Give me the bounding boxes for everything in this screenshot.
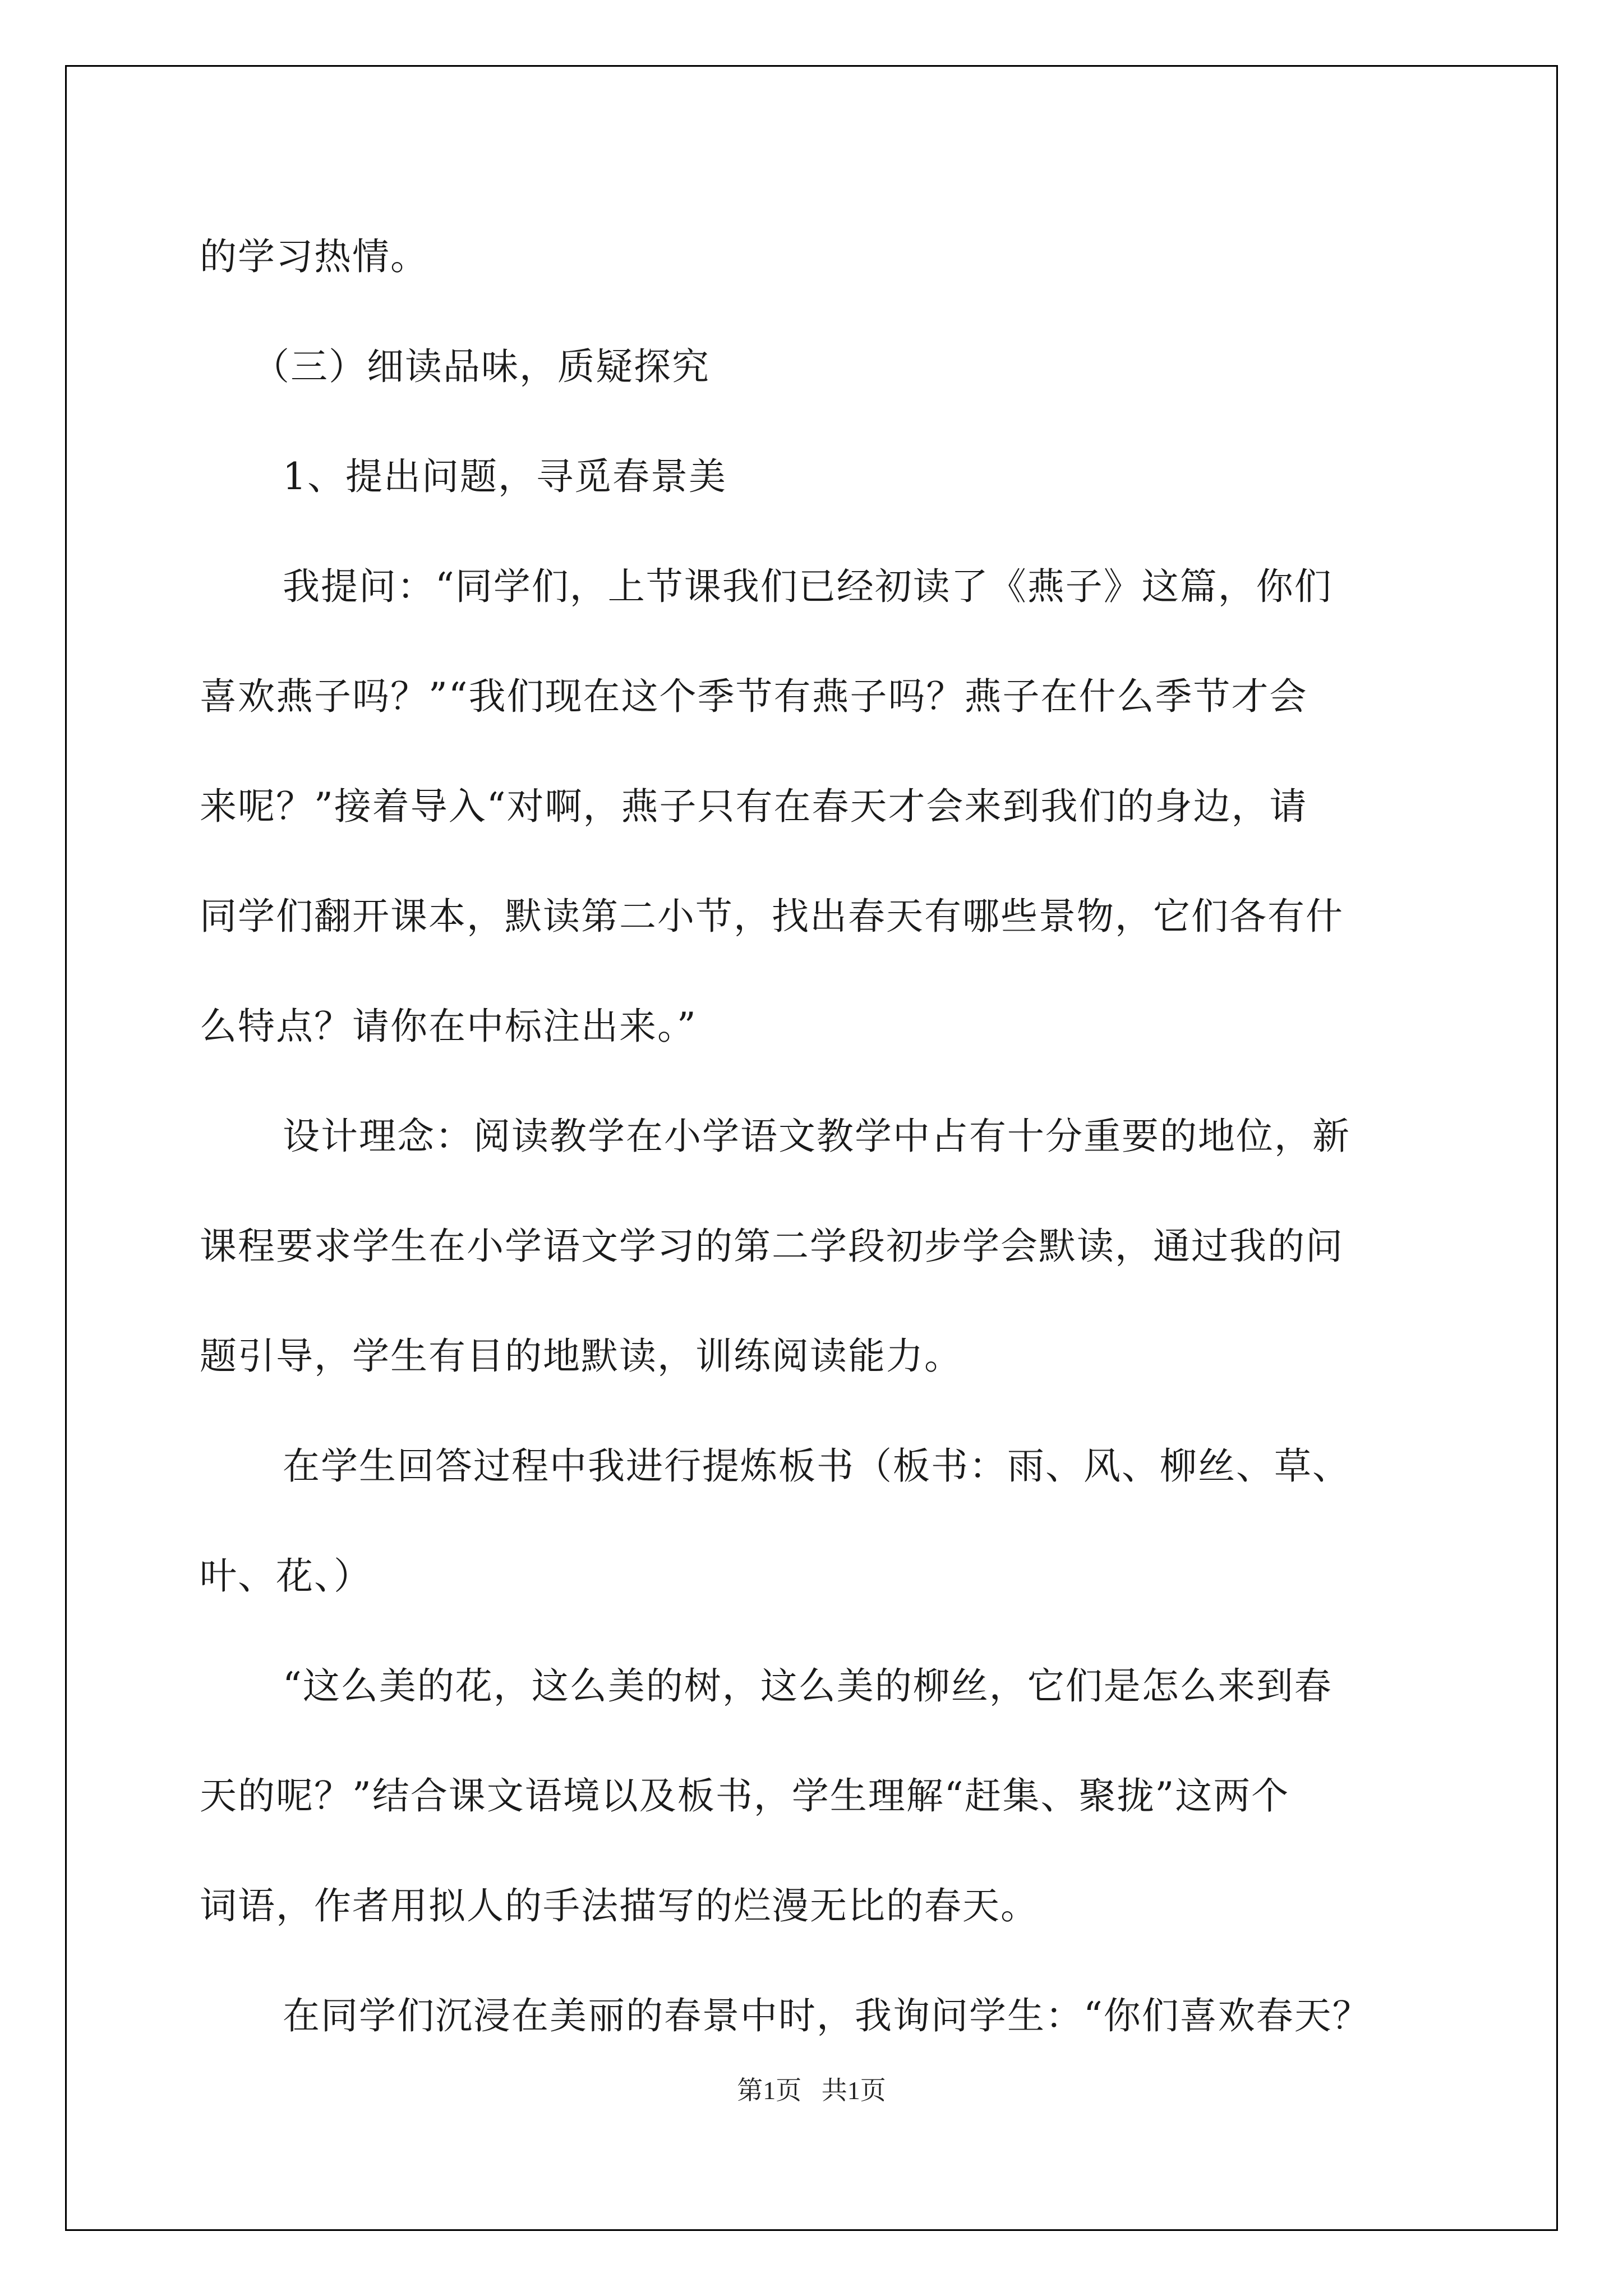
page-footer: [0, 2070, 1623, 2107]
paragraph-line: 词语，作者用拟人的手法描写的烂漫无比的春天。: [200, 1884, 1039, 1927]
paragraph-line: 我提问：“同学们，上节课我们已经初读了《燕子》这篇，你们: [283, 565, 1332, 608]
section-heading: （三）细读品味，质疑探究: [252, 345, 710, 388]
page-total: 共1页: [821, 2076, 886, 2105]
subsection-heading: 1、提出问题，寻觅春景美: [283, 455, 727, 498]
paragraph-line: “这么美的花，这么美的树，这么美的柳丝，它们是怎么来到春: [283, 1664, 1332, 1708]
paragraph-line: 课程要求学生在小学语文学习的第二学段初步学会默读，通过我的问: [200, 1225, 1344, 1268]
paragraph-line: 设计理念：阅读教学在小学语文教学中占有十分重要的地位，新: [283, 1115, 1350, 1158]
paragraph-line: 同学们翻开课本，默读第二小节，找出春天有哪些景物，它们各有什: [200, 895, 1344, 938]
paragraph-line: 题引导，学生有目的地默读，训练阅读能力。: [200, 1335, 962, 1378]
page-number: 第1页: [737, 2076, 802, 2105]
paragraph-line: 天的呢？”结合课文语境以及板书，学生理解“赶集、聚拢”这两个: [200, 1774, 1290, 1818]
document-body: [200, 202, 1439, 2071]
paragraph-line: 在同学们沉浸在美丽的春景中时，我询问学生：“你们喜欢春天？: [283, 1994, 1371, 2037]
paragraph-line: 的学习热情。: [200, 235, 428, 278]
paragraph-line: 喜欢燕子吗？”“我们现在这个季节有燕子吗？燕子在什么季节才会: [200, 675, 1308, 718]
paragraph-line: 在学生回答过程中我进行提炼板书（板书：雨、风、柳丝、草、: [283, 1444, 1350, 1488]
paragraph-line: 来呢？”接着导入“对啊，燕子只有在春天才会来到我们的身边，请: [200, 785, 1308, 828]
paragraph-line: 么特点？请你在中标注出来。”: [200, 1005, 697, 1048]
paragraph-line: 叶、花、）: [200, 1554, 372, 1598]
